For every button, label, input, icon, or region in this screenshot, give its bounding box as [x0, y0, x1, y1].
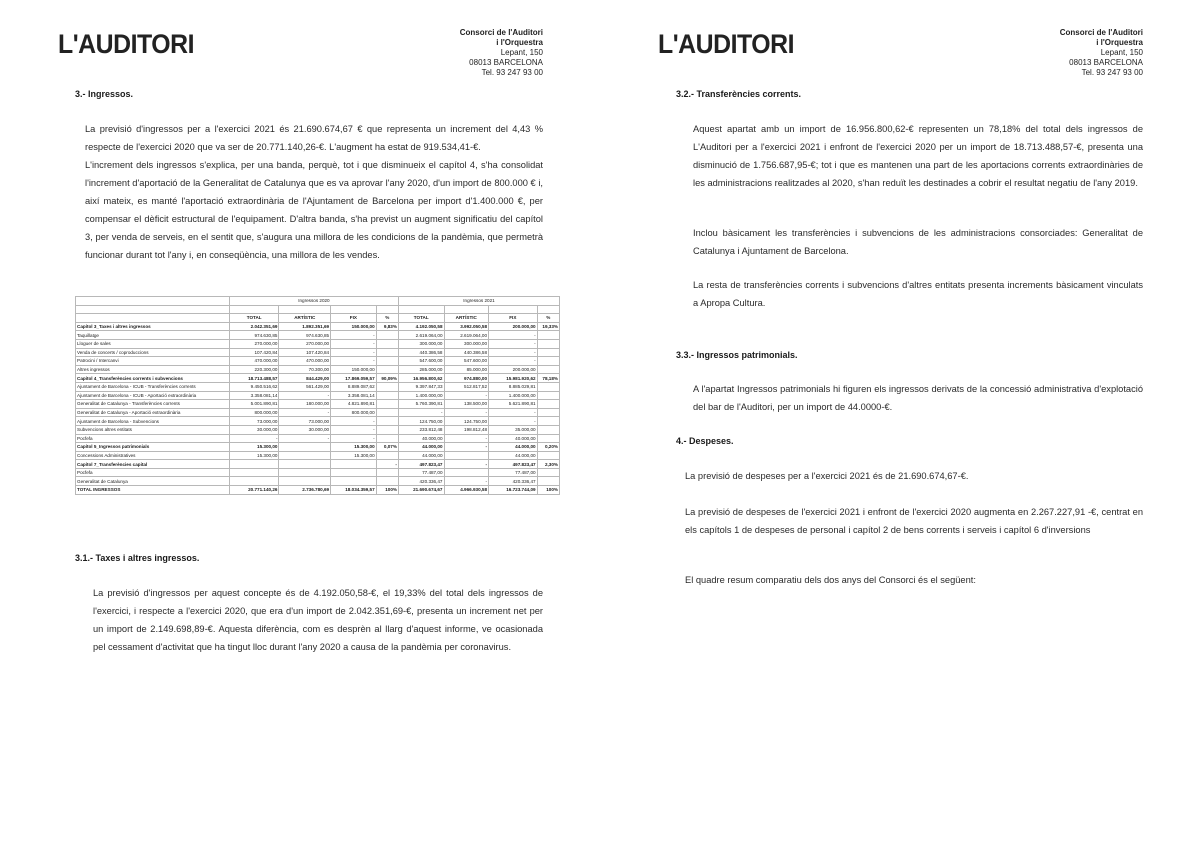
section-3-2-paragraph-3: La resta de transferències corrents i subvencions d'altres entitats presenta increments bàsicament vinculats a Apropa Cultura.	[693, 280, 1143, 308]
table-cell: 200.000,00	[489, 365, 538, 374]
auditori-logo: L'AUDITORI	[658, 29, 795, 59]
row-label: Generalitat de Catalunya	[76, 477, 230, 486]
table-cell: -	[489, 331, 538, 340]
table-cell: 2,30%	[537, 460, 559, 469]
phone: Tel. 93 247 93 00	[481, 68, 543, 77]
table-row	[76, 357, 560, 366]
table-cell: -	[331, 417, 377, 426]
table-cell: -	[444, 391, 489, 400]
table-cell: 9.450.516,62	[229, 382, 279, 391]
table-cell	[376, 391, 398, 400]
table-cell	[279, 460, 331, 469]
row-label: Capítol 4_Transferències corrents i subvencions	[76, 374, 230, 383]
table-cell: 4.821.890,81	[331, 400, 377, 409]
table-cell: -	[279, 408, 331, 417]
table-cell	[229, 468, 279, 477]
table-cell	[331, 477, 377, 486]
row-label: TOTAL INGRESSOS	[76, 486, 230, 495]
table-cell	[279, 468, 331, 477]
table-cell: -	[444, 408, 489, 417]
row-label: Subvencions altres entitats	[76, 425, 230, 434]
table-cell	[376, 382, 398, 391]
table-spacer-row	[76, 305, 560, 314]
table-cell: 44.000,00	[398, 451, 444, 460]
table-row	[76, 451, 560, 460]
table-cell: 150.000,00	[331, 322, 377, 331]
table-cell	[537, 477, 559, 486]
table-cell: 16.956.800,62	[398, 374, 444, 383]
table-cell: 198.812,48	[444, 425, 489, 434]
table-cell: 3.358.081,14	[331, 391, 377, 400]
table-row	[76, 322, 560, 331]
table-cell	[279, 451, 331, 460]
table-row	[76, 443, 560, 452]
table-cell: 3.358.081,14	[229, 391, 279, 400]
table-cell: 5.621.890,81	[489, 400, 538, 409]
table-cell	[376, 434, 398, 443]
table-row	[76, 339, 560, 348]
section-3-1-title: 3.1.- Taxes i altres ingressos.	[75, 553, 200, 563]
table-cell: 77.487,00	[398, 468, 444, 477]
table-cell: 4.966.930,58	[444, 486, 489, 495]
table-cell: 100%	[376, 486, 398, 495]
row-label: Ajuntament de Barcelona - Subvencions	[76, 417, 230, 426]
table-cell: -	[229, 434, 279, 443]
phone: Tel. 93 247 93 00	[1081, 68, 1143, 77]
table-cell: 35.000,00	[489, 425, 538, 434]
table-cell: -	[331, 348, 377, 357]
table-cell: 40.000,00	[398, 434, 444, 443]
row-label: Ajuntament de Barcelona - ICUB - Transferències corrents	[76, 382, 230, 391]
table-cell: 270.000,00	[279, 339, 331, 348]
table-cell: 15.300,00	[331, 451, 377, 460]
table-cell: 800.000,00	[331, 408, 377, 417]
row-label: Lloguer de sales	[76, 339, 230, 348]
table-cell	[376, 357, 398, 366]
table-cell: 40.000,00	[489, 434, 538, 443]
col-header: FIX	[489, 314, 538, 323]
table-row	[76, 477, 560, 486]
table-cell: 73.000,00	[279, 417, 331, 426]
row-label: Venda de concerts / coproduccions	[76, 348, 230, 357]
table-cell	[444, 451, 489, 460]
table-cell: -	[489, 357, 538, 366]
row-label: Ajuntament de Barcelona - ICUB - Aportació extraordinària	[76, 391, 230, 400]
table-cell: 90,09%	[376, 374, 398, 383]
table-cell: 73.000,00	[229, 417, 279, 426]
group-2021: Ingressos 2021	[398, 297, 559, 306]
section-4-title: 4.- Despeses.	[676, 436, 734, 446]
row-label: Concessions Administratives	[76, 451, 230, 460]
table-column-header	[76, 314, 560, 323]
table-cell: 70.300,00	[279, 365, 331, 374]
table-cell	[537, 408, 559, 417]
table-row	[76, 400, 560, 409]
table-cell	[376, 339, 398, 348]
table-cell: -	[489, 417, 538, 426]
table-cell: 77.487,00	[489, 468, 538, 477]
row-label: Capítol 7_Transferències capital	[76, 460, 230, 469]
table-cell	[537, 331, 559, 340]
table-row	[76, 331, 560, 340]
section-4-paragraph-3: El quadre resum comparatiu dels dos anys del Consorci és el següent:	[685, 575, 976, 585]
table-cell: 420.336,47	[398, 477, 444, 486]
table-cell: -	[279, 391, 331, 400]
row-label: Altres ingressos	[76, 365, 230, 374]
table-cell: 974.880,00	[444, 374, 489, 383]
table-cell: 2.619.064,00	[398, 331, 444, 340]
table-cell: 497.823,47	[398, 460, 444, 469]
section-4-paragraph-1: La previsió de despeses per a l'exercici 2021 és de 21.690.674,67-€.	[685, 471, 969, 481]
table-cell: -	[444, 443, 489, 452]
table-cell: -	[489, 348, 538, 357]
table-cell	[376, 400, 398, 409]
table-cell: -	[444, 434, 489, 443]
table-cell: -	[489, 339, 538, 348]
table-cell	[376, 348, 398, 357]
table-cell	[229, 460, 279, 469]
table-cell: 2.619.064,00	[444, 331, 489, 340]
table-cell: 470.000,00	[279, 357, 331, 366]
table-cell: 300.000,00	[444, 339, 489, 348]
table-cell: 15.300,00	[331, 443, 377, 452]
table-cell	[537, 417, 559, 426]
section-3-2-title: 3.2.- Transferències corrents.	[676, 89, 802, 99]
table-cell	[279, 477, 331, 486]
table-cell: -	[331, 339, 377, 348]
address-block	[1060, 28, 1143, 78]
section-3-3-title: 3.3.- Ingressos patrimonials.	[676, 350, 798, 360]
table-cell	[229, 477, 279, 486]
table-cell	[376, 425, 398, 434]
address-block	[460, 28, 543, 78]
table-cell	[537, 451, 559, 460]
table-cell: 0,20%	[537, 443, 559, 452]
col-header: TOTAL	[398, 314, 444, 323]
table-cell: 15.300,00	[229, 443, 279, 452]
table-cell: 15.981.920,62	[489, 374, 538, 383]
table-cell: 440.386,58	[398, 348, 444, 357]
table-cell: 1.892.351,69	[279, 322, 331, 331]
section-3-paragraph-1: La previsió d'ingressos per a l'exercici 2021 és 21.690.674,67 € que representa un increment del 4,43 % respecte de l'exercici 2020 que va ser de 20.771.140,26-€. L'augment ha estat de 919.534,41-€.	[85, 124, 543, 152]
table-cell: 124.750,00	[398, 417, 444, 426]
table-cell: 220.300,00	[229, 365, 279, 374]
table-cell: 0,07%	[376, 443, 398, 452]
col-header: %	[376, 314, 398, 323]
table-cell: 16.723.744,09	[489, 486, 538, 495]
table-cell: 2.736.780,69	[279, 486, 331, 495]
section-4-paragraph-2: La previsió de despeses de l'exercici 2021 i enfront de l'exercici 2020 augmenta en 2.267.227,91 -€, centrat en els capítols 1 de despeses de personal i capítol 2 de bens corrents i serveis i capítol 6 d'inversions	[685, 507, 1143, 535]
table-cell: -	[279, 434, 331, 443]
table-cell: 470.000,00	[229, 357, 279, 366]
table-cell	[331, 460, 377, 469]
table-cell	[279, 443, 331, 452]
row-label: Generalitat de Catalunya - Aportació extraordinària	[76, 408, 230, 417]
table-cell: -	[376, 460, 398, 469]
table-cell: 497.823,47	[489, 460, 538, 469]
table-cell: 30.000,00	[279, 425, 331, 434]
table-row	[76, 382, 560, 391]
table-cell: 561.429,00	[279, 382, 331, 391]
table-cell: 5.001.890,81	[229, 400, 279, 409]
table-cell: 844.429,00	[279, 374, 331, 383]
table-cell: 547.600,00	[398, 357, 444, 366]
table-cell: 44.000,00	[489, 451, 538, 460]
table-cell: 150.000,00	[331, 365, 377, 374]
table-cell: 124.750,00	[444, 417, 489, 426]
section-3-1-paragraph: La previsió d'ingressos per aquest concepte és de 4.192.050,58-€, el 19,33% del total dels ingressos de l'exercici, i respecte a l'exercici 2020, que era d'un import de 2.042.351,69-€, presenta un increment net per un import de 2.149.698,89-€. Aquesta diferència, com es desprèn al llarg d'aquest informe, ve ocasionada pel cessament d'activitat que ha tingut lloc durant l'any 2020 a causa de la pandèmia per coronavirus.	[93, 588, 543, 652]
table-cell: 4.192.050,58	[398, 322, 444, 331]
street: Lepant, 150	[500, 48, 543, 57]
table-cell	[376, 451, 398, 460]
table-cell: 19,33%	[537, 322, 559, 331]
table-row	[76, 468, 560, 477]
table-cell: 8.885.029,81	[489, 382, 538, 391]
table-cell	[537, 357, 559, 366]
table-cell	[537, 434, 559, 443]
table-cell: -	[331, 425, 377, 434]
table-cell: -	[444, 477, 489, 486]
table-cell	[376, 408, 398, 417]
table-cell	[537, 391, 559, 400]
table-cell: 233.812,48	[398, 425, 444, 434]
table-cell	[376, 365, 398, 374]
table-cell: 44.000,00	[398, 443, 444, 452]
table-cell: 44.000,00	[489, 443, 538, 452]
table-cell: 107.420,84	[229, 348, 279, 357]
table-cell: 440.386,58	[444, 348, 489, 357]
table-cell: 100%	[537, 486, 559, 495]
col-header: TOTAL	[229, 314, 279, 323]
org-line2: i l'Orquestra	[496, 38, 543, 47]
org-line2: i l'Orquestra	[1096, 38, 1143, 47]
table-row	[76, 486, 560, 495]
table-cell: 8.889.087,62	[331, 382, 377, 391]
table-cell	[537, 339, 559, 348]
table-cell: -	[489, 408, 538, 417]
table-row	[76, 417, 560, 426]
table-cell	[537, 382, 559, 391]
table-cell: 107.420,84	[279, 348, 331, 357]
table-cell: 30.000,00	[229, 425, 279, 434]
table-cell	[537, 400, 559, 409]
table-cell: 300.000,00	[398, 339, 444, 348]
row-label: Patrocini / Intercanvi	[76, 357, 230, 366]
col-header: ARTÍSTIC	[279, 314, 331, 323]
row-label: Pocfefa	[76, 468, 230, 477]
table-cell: -	[331, 357, 377, 366]
table-cell: 1.400.000,00	[398, 391, 444, 400]
col-header: %	[537, 314, 559, 323]
table-row	[76, 434, 560, 443]
row-label: Capítol 3_Taxes i altres ingressos	[76, 322, 230, 331]
table-cell: -	[331, 331, 377, 340]
section-3-2-paragraph-2: Inclou bàsicament les transferències i subvencions de les administracions consorciades: Generalitat de Catalunya i Ajuntament de Barcelona.	[693, 228, 1143, 256]
table-cell: 1.400.000,00	[489, 391, 538, 400]
section-3-2-paragraph-1: Aquest apartat amb un import de 16.956.800,62-€ representen un 78,18% del total dels ingressos de L'Auditori per a l'exercici 2021 i enfront de l'exercici 2020 per un import de 18.713.488,57-€, presenta una disminució de 1.756.687,95-€; tot i que es mantenen una part de les aportacions corrents extraordinàries de les administracions realitzades al 2020, s'han reduït les destinades a cobrir el resultat negatiu de l'any 2019.	[693, 124, 1143, 188]
city: 08013 BARCELONA	[469, 58, 543, 67]
table-cell: 2.042.351,69	[229, 322, 279, 331]
table-cell: 285.000,00	[398, 365, 444, 374]
section-3-paragraph-2: L'increment dels ingressos s'explica, per una banda, perquè, tot i que disminueix el capítol 4, s'ha consolidat l'increment d'aportació de la Generalitat de Catalunya que es va aprovar l'any 2020, d'un import de 800.000 € i, així mateix, es manté l'aportació extraordinària de l'Ajuntament de Barcelona per import d'1.400.000 €, per compensar el dèficit estructural de l'equipament. D'altra banda, s'ha previst un augment significatiu del capítol 3, per venda de serveis, en el sentit que, s'augura una millora de les condicions de la pandèmia, que permetrà funcionar durant tot l'any i, en conseqüència, una millora de les vendes.	[85, 160, 543, 260]
table-row	[76, 408, 560, 417]
col-header: FIX	[331, 314, 377, 323]
income-table	[75, 296, 560, 495]
table-cell: 974.630,85	[229, 331, 279, 340]
col-header: ARTÍSTIC	[444, 314, 489, 323]
row-label: Capítol 5_Ingressos patrimonials	[76, 443, 230, 452]
table-cell: 78,18%	[537, 374, 559, 383]
section-3-title: 3.- Ingressos.	[75, 89, 134, 99]
section-3-3-paragraph: A l'apartat Ingressos patrimonials hi figuren els ingressos derivats de la concessió administrativa d'explotació del bar de l'Auditori, per un import de 44.0000-€.	[693, 384, 1143, 412]
table-cell: 18.034.359,57	[331, 486, 377, 495]
table-row	[76, 460, 560, 469]
table-cell: 15.300,00	[229, 451, 279, 460]
right-page	[600, 0, 1200, 848]
table-cell: 20.771.140,26	[229, 486, 279, 495]
table-cell: -	[398, 408, 444, 417]
table-cell: 5.760.390,81	[398, 400, 444, 409]
table-cell	[537, 425, 559, 434]
table-cell: 17.869.059,57	[331, 374, 377, 383]
auditori-logo: L'AUDITORI	[58, 29, 195, 59]
table-cell: 21.690.674,67	[398, 486, 444, 495]
table-cell: 200.000,00	[489, 322, 538, 331]
org-line1: Consorci de l'Auditori	[459, 28, 543, 37]
group-2020: Ingressos 2020	[229, 297, 398, 306]
table-row	[76, 365, 560, 374]
table-cell	[331, 468, 377, 477]
table-cell: 18.713.488,57	[229, 374, 279, 383]
table-cell: -	[331, 434, 377, 443]
table-cell	[376, 417, 398, 426]
table-cell: 85.000,00	[444, 365, 489, 374]
table-cell: 547.600,00	[444, 357, 489, 366]
org-line1: Consorci de l'Auditori	[1059, 28, 1143, 37]
table-cell	[376, 468, 398, 477]
row-label: Pocfefa	[76, 434, 230, 443]
table-cell: 270.000,00	[229, 339, 279, 348]
table-cell: 800.000,00	[229, 408, 279, 417]
table-group-header	[76, 297, 560, 306]
table-cell: 420.336,47	[489, 477, 538, 486]
city: 08013 BARCELONA	[1069, 58, 1143, 67]
table-cell	[537, 348, 559, 357]
table-cell: -	[444, 460, 489, 469]
table-cell	[537, 365, 559, 374]
row-label: Generalitat de Catalunya - Transferències corrents	[76, 400, 230, 409]
table-cell: 512.817,52	[444, 382, 489, 391]
table-row	[76, 425, 560, 434]
table-cell	[537, 468, 559, 477]
table-cell: 974.630,85	[279, 331, 331, 340]
table-cell	[376, 331, 398, 340]
row-label: Taquillatge	[76, 331, 230, 340]
table-row	[76, 348, 560, 357]
table-cell	[376, 477, 398, 486]
street: Lepant, 150	[1100, 48, 1143, 57]
table-cell	[444, 468, 489, 477]
table-row	[76, 374, 560, 383]
table-cell: 3.992.050,58	[444, 322, 489, 331]
table-cell: 9.397.847,33	[398, 382, 444, 391]
table-cell: 138.500,00	[444, 400, 489, 409]
table-row	[76, 391, 560, 400]
table-cell: 180.000,00	[279, 400, 331, 409]
table-cell: 9,83%	[376, 322, 398, 331]
